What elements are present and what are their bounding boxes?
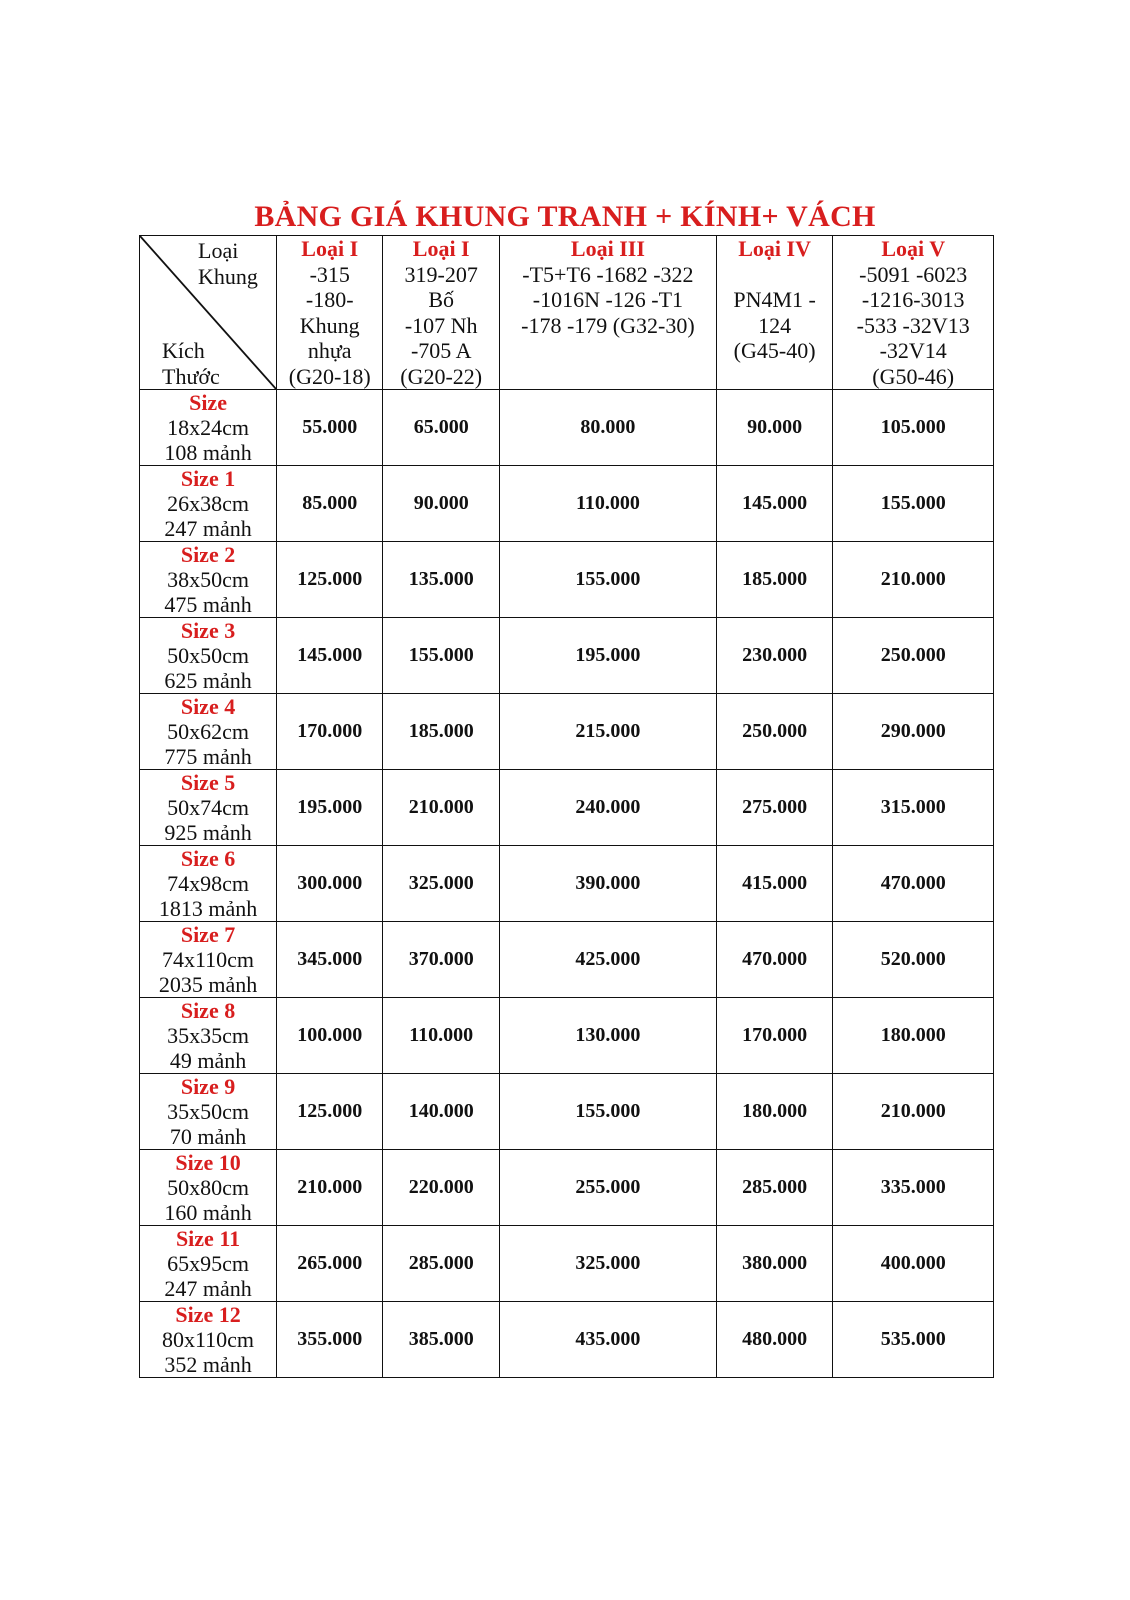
price-cell: 250.000	[716, 694, 833, 770]
price-cell: 125.000	[277, 1074, 383, 1150]
column-code-line: -32V14	[879, 338, 947, 363]
price-cell: 80.000	[500, 390, 717, 466]
price-cell: 265.000	[277, 1226, 383, 1302]
price-cell: 210.000	[833, 542, 994, 618]
column-label: Loại I	[301, 236, 359, 261]
size-dimensions: 35x50cm	[167, 1099, 249, 1124]
table-row	[140, 694, 994, 770]
size-name: Size	[189, 390, 227, 415]
price-cell: 385.000	[383, 1302, 500, 1378]
size-dimensions: 50x50cm	[167, 643, 249, 668]
column-code-line: -1016N -126 -T1	[532, 287, 684, 312]
size-pieces: 247 mảnh	[164, 1276, 252, 1301]
price-cell: 255.000	[500, 1150, 717, 1226]
price-cell: 185.000	[716, 542, 833, 618]
size-name: Size 7	[180, 922, 236, 947]
corner-bottom-line: Kích	[162, 338, 205, 363]
price-cell: 145.000	[277, 618, 383, 694]
price-cell: 170.000	[716, 998, 833, 1074]
price-cell: 155.000	[383, 618, 500, 694]
price-cell: 480.000	[716, 1302, 833, 1378]
size-name: Size 5	[180, 770, 236, 795]
price-cell: 110.000	[500, 466, 717, 542]
price-cell: 435.000	[500, 1302, 717, 1378]
corner-header-cell	[140, 236, 277, 390]
price-cell: 370.000	[383, 922, 500, 998]
size-name: Size 2	[180, 542, 236, 567]
size-cell	[140, 542, 277, 618]
price-cell: 210.000	[383, 770, 500, 846]
size-cell	[140, 390, 277, 466]
column-code-line	[717, 262, 833, 288]
size-cell	[140, 1074, 277, 1150]
table-row	[140, 1302, 994, 1378]
price-cell: 250.000	[833, 618, 994, 694]
price-cell: 470.000	[716, 922, 833, 998]
size-dimensions: 50x74cm	[167, 795, 249, 820]
table-row	[140, 922, 994, 998]
price-cell: 345.000	[277, 922, 383, 998]
price-cell: 195.000	[500, 618, 717, 694]
corner-top-line: Loại	[198, 238, 239, 263]
table-row	[140, 770, 994, 846]
column-code-line: -5091 -6023	[859, 261, 968, 287]
size-dimensions: 80x110cm	[161, 1327, 255, 1352]
table-row	[140, 1226, 994, 1302]
size-pieces: 625 mảnh	[164, 668, 252, 693]
size-name: Size 10	[175, 1150, 241, 1175]
size-cell	[140, 998, 277, 1074]
price-cell: 380.000	[716, 1226, 833, 1302]
price-cell: 215.000	[500, 694, 717, 770]
size-dimensions: 65x95cm	[167, 1251, 249, 1276]
price-cell: 210.000	[833, 1074, 994, 1150]
price-table-body	[140, 390, 994, 1378]
size-dimensions: 26x38cm	[167, 491, 249, 516]
size-pieces: 247 mảnh	[164, 516, 252, 541]
column-code-line: -705 A	[410, 338, 472, 363]
size-name: Size 6	[180, 846, 236, 871]
size-pieces: 925 mảnh	[164, 820, 252, 845]
size-cell	[140, 770, 277, 846]
size-dimensions: 18x24cm	[167, 415, 249, 440]
column-code-line: Khung	[299, 312, 360, 338]
price-cell: 285.000	[383, 1226, 500, 1302]
header-row	[140, 236, 994, 390]
price-cell: 85.000	[277, 466, 383, 542]
table-row	[140, 618, 994, 694]
size-cell	[140, 694, 277, 770]
table-row	[140, 542, 994, 618]
price-cell: 145.000	[716, 466, 833, 542]
size-pieces: 160 mảnh	[164, 1200, 252, 1225]
price-cell: 415.000	[716, 846, 833, 922]
size-name: Size 3	[180, 618, 236, 643]
size-cell	[140, 1226, 277, 1302]
column-code-line: (G20-22)	[400, 363, 483, 389]
price-cell: 290.000	[833, 694, 994, 770]
price-cell: 470.000	[833, 846, 994, 922]
table-row	[140, 998, 994, 1074]
price-cell: 325.000	[500, 1226, 717, 1302]
price-cell: 400.000	[833, 1226, 994, 1302]
price-cell: 135.000	[383, 542, 500, 618]
price-cell: 155.000	[833, 466, 994, 542]
price-cell: 220.000	[383, 1150, 500, 1226]
price-cell: 185.000	[383, 694, 500, 770]
price-cell: 140.000	[383, 1074, 500, 1150]
corner-bottom-line: Thước	[162, 363, 220, 389]
column-label: Loại IV	[738, 236, 811, 261]
size-cell	[140, 846, 277, 922]
table-row	[140, 1150, 994, 1226]
column-code-line: PN4M1 -	[733, 287, 816, 312]
price-cell: 105.000	[833, 390, 994, 466]
column-code-line: (G50-46)	[872, 363, 955, 389]
price-cell: 520.000	[833, 922, 994, 998]
column-header	[383, 236, 500, 390]
price-cell: 125.000	[277, 542, 383, 618]
table-row	[140, 390, 994, 466]
price-cell: 355.000	[277, 1302, 383, 1378]
size-name: Size 4	[180, 694, 236, 719]
column-header	[500, 236, 717, 390]
price-cell: 55.000	[277, 390, 383, 466]
column-code-line: Bố	[428, 287, 455, 312]
column-label: Loại III	[570, 236, 645, 261]
size-cell	[140, 1150, 277, 1226]
size-pieces: 775 mảnh	[164, 744, 252, 769]
size-name: Size 9	[180, 1074, 236, 1099]
price-table	[139, 235, 994, 1378]
price-cell: 240.000	[500, 770, 717, 846]
page-title: BẢNG GIÁ KHUNG TRANH + KÍNH+ VÁCH	[254, 200, 876, 233]
column-code-line: (G45-40)	[733, 338, 816, 363]
size-pieces: 475 mảnh	[164, 592, 252, 617]
price-cell: 90.000	[383, 466, 500, 542]
column-code-line: -178 -179 (G32-30)	[521, 312, 695, 338]
size-pieces: 2035 mảnh	[158, 972, 258, 997]
column-code-line: nhựa	[307, 338, 352, 363]
column-code-line: -533 -32V13	[856, 312, 970, 338]
price-cell: 210.000	[277, 1150, 383, 1226]
size-dimensions: 35x35cm	[167, 1023, 249, 1048]
column-code-line: -1216-3013	[861, 287, 965, 312]
size-cell	[140, 618, 277, 694]
size-name: Size 11	[175, 1226, 241, 1251]
column-code-line: 124	[758, 312, 792, 338]
table-row	[140, 1074, 994, 1150]
column-header	[833, 236, 994, 390]
size-name: Size 1	[180, 466, 236, 491]
column-label: Loại V	[881, 236, 946, 261]
size-dimensions: 38x50cm	[167, 567, 249, 592]
price-cell: 90.000	[716, 390, 833, 466]
size-pieces: 352 mảnh	[164, 1352, 252, 1377]
corner-top-line: Khung	[198, 263, 258, 289]
column-code-line: (G20-18)	[288, 363, 371, 389]
price-cell: 230.000	[716, 618, 833, 694]
size-dimensions: 50x80cm	[167, 1175, 249, 1200]
price-cell: 535.000	[833, 1302, 994, 1378]
table-row	[140, 466, 994, 542]
price-cell: 155.000	[500, 542, 717, 618]
size-pieces: 70 mảnh	[169, 1124, 247, 1149]
column-code-line: -180-	[305, 287, 354, 312]
size-dimensions: 74x110cm	[161, 947, 255, 972]
price-cell: 180.000	[833, 998, 994, 1074]
size-name: Size 12	[175, 1302, 241, 1327]
column-label: Loại I	[412, 236, 470, 261]
size-pieces: 1813 mảnh	[158, 896, 258, 921]
column-code-line: -315	[309, 261, 350, 287]
table-row	[140, 846, 994, 922]
size-cell	[140, 466, 277, 542]
size-cell	[140, 1302, 277, 1378]
price-cell: 285.000	[716, 1150, 833, 1226]
price-cell: 325.000	[383, 846, 500, 922]
price-cell: 300.000	[277, 846, 383, 922]
price-cell: 155.000	[500, 1074, 717, 1150]
price-cell: 170.000	[277, 694, 383, 770]
column-code-line: -107 Nh	[404, 312, 478, 338]
column-header	[277, 236, 383, 390]
size-pieces: 49 mảnh	[169, 1048, 247, 1073]
price-cell: 315.000	[833, 770, 994, 846]
price-cell: 275.000	[716, 770, 833, 846]
price-cell: 425.000	[500, 922, 717, 998]
price-cell: 335.000	[833, 1150, 994, 1226]
size-cell	[140, 922, 277, 998]
price-cell: 130.000	[500, 998, 717, 1074]
price-cell: 65.000	[383, 390, 500, 466]
column-code-line: -T5+T6 -1682 -322	[522, 261, 694, 287]
size-pieces: 108 mảnh	[164, 440, 252, 465]
corner-bottom-label	[162, 338, 220, 389]
column-code-line: 319-207	[404, 261, 478, 287]
price-cell: 195.000	[277, 770, 383, 846]
price-cell: 110.000	[383, 998, 500, 1074]
corner-top-label	[198, 238, 258, 289]
price-cell: 390.000	[500, 846, 717, 922]
size-name: Size 8	[180, 998, 236, 1023]
size-dimensions: 74x98cm	[167, 871, 249, 896]
price-cell: 180.000	[716, 1074, 833, 1150]
size-dimensions: 50x62cm	[167, 719, 249, 744]
column-header	[716, 236, 833, 390]
price-cell: 100.000	[277, 998, 383, 1074]
